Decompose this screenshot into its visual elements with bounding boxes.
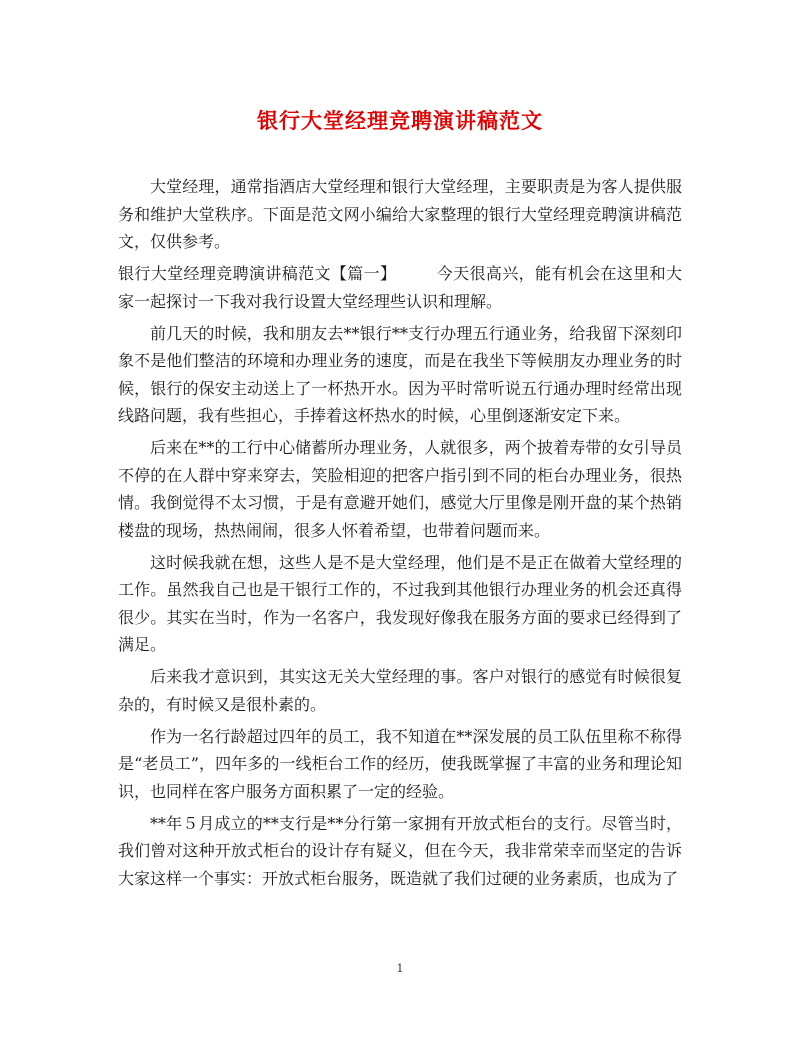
body-paragraph-2: 后来在**的工行中心储蓄所办理业务，人就很多，两个披着寿带的女引导员不停的在人群中穿来穿去，笑脸相迎的把客户指引到不同的柜台办理业务，很热情。我倒觉得不太习惯，于是有意避开她们，感觉大厅里像是刚开盘的某个热销楼盘的现场，热热闹闹，很多人怀着希望，也带着问题而来。 (118, 438, 682, 540)
body-paragraph-3: 这时候我就在想，这些人是不是大堂经理，他们是不是正在做着大堂经理的工作。虽然我自己也是干银行工作的，不过我到其他银行办理业务的机会还真得很少。其实在当时，作为一名客户，我发现好像我在服务方面的要求已经得到了满足。 (118, 552, 682, 654)
intro-paragraph: 大堂经理，通常指酒店大堂经理和银行大堂经理，主要职责是为客人提供服务和维护大堂秩序。下面是范文网小编给大家整理的银行大堂经理竞聘演讲稿范文，仅供参考。 (118, 177, 682, 251)
document-page (118, 0, 682, 1037)
body-paragraph-6: **年５月成立的**支行是**分行第一家拥有开放式柜台的支行。尽管当时，我们曾对这种开放式柜台的设计存有疑义，但在今天，我非常荣幸而坚定的告诉大家这样一个事实：开放式柜台服务，既造就了我们过硬的业务素质，也成为了 (118, 813, 682, 888)
document-body (118, 173, 682, 897)
body-paragraph-1: 前几天的时候，我和朋友去**银行**支行办理五行通业务，给我留下深刻印象不是他们整洁的环境和办理业务的速度，而是在我坐下等候朋友办理业务的时候，银行的保安主动送上了一杯热开水。因为平时常听说五行通办理时经常出现线路问题，我有些担心，手捧着这杯热水的时候，心里倒逐渐安定下来。 (118, 323, 682, 425)
page-number: 1 (396, 962, 404, 975)
section-heading: 银行大堂经理竞聘演讲稿范文【篇一】 (118, 264, 397, 283)
section-heading-paragraph (118, 260, 682, 315)
body-paragraph-5: 作为一名行龄超过四年的员工，我不知道在**深发展的员工队伍里称不称得是“老员工”，四年多的一线柜台工作的经历，使我既掌握了丰富的业务和理论知识，也同样在客户服务方面积累了一定的经验。 (118, 726, 682, 801)
body-paragraph-4: 后来我才意识到，其实这无关大堂经理的事。客户对银行的感觉有时候很复杂的，有时候又是很朴素的。 (118, 667, 682, 714)
document-title: 银行大堂经理竞聘演讲稿范文 (257, 108, 543, 133)
section-lead: 今天很高兴，能有机会在这里和大家一起探讨一下我对我行设置大堂经理些认识和理解。 (118, 264, 682, 311)
